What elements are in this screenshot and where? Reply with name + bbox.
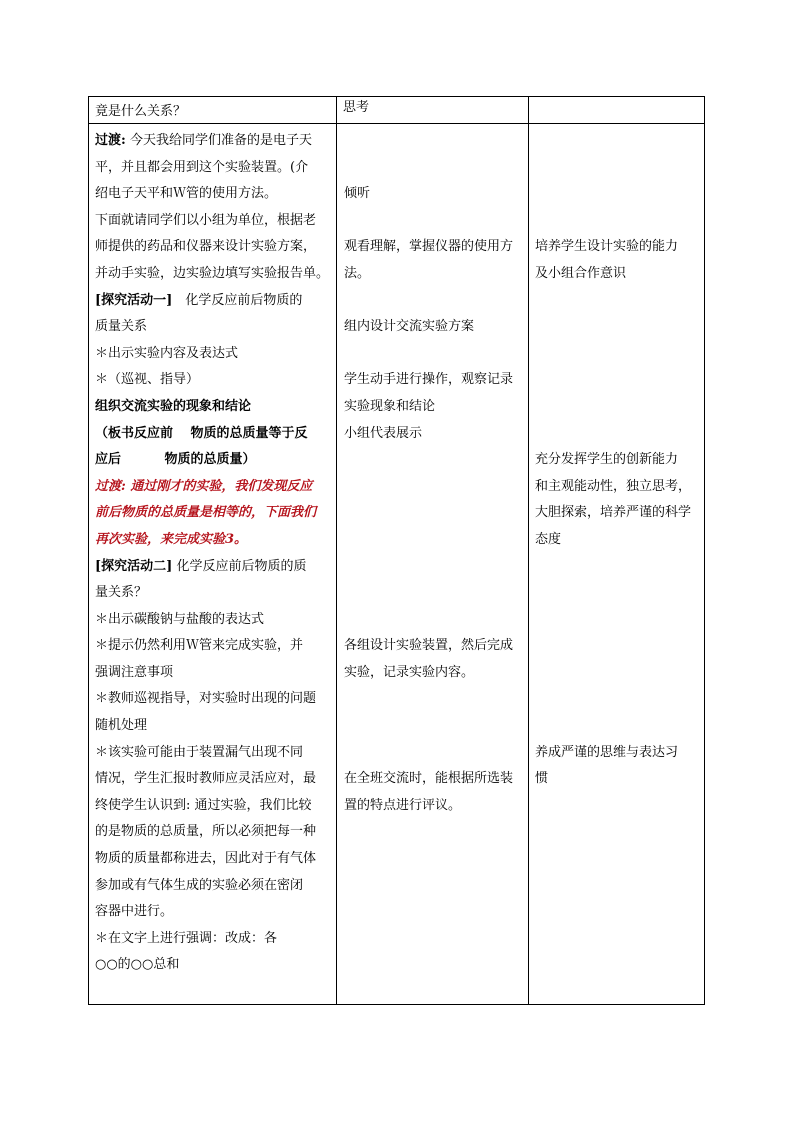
col1-line: 组织交流实验的现象和结论 bbox=[95, 398, 252, 414]
col1-line: 前后物质的总质量是相等的，下面我们 bbox=[95, 505, 317, 521]
col1-line: 随机处理 bbox=[95, 718, 148, 734]
col2-line: 倾听 bbox=[344, 186, 371, 202]
col3-line bbox=[535, 660, 701, 687]
col1-line: 应后 物质的总质量） bbox=[95, 452, 256, 468]
col1-line: 平，并且都会用到这个实验装置。(介 bbox=[95, 159, 309, 175]
col1-line: ○○的○○总和 bbox=[95, 957, 180, 973]
col3-line: 及小组合作意识 bbox=[535, 265, 627, 281]
column-divider bbox=[528, 97, 529, 1004]
col2-line: 法。 bbox=[344, 265, 371, 281]
col2-line bbox=[344, 500, 526, 527]
row1-student-cell: 思考 bbox=[343, 100, 370, 115]
line-text: 化学反应前后物质的 bbox=[172, 292, 303, 308]
col1-line: 量关系？ bbox=[95, 585, 148, 601]
col3-line bbox=[535, 713, 701, 740]
col3-line bbox=[535, 607, 701, 634]
col1-line bbox=[95, 554, 335, 581]
col3-line bbox=[535, 288, 701, 315]
col3-line bbox=[535, 421, 701, 448]
col2-line bbox=[344, 155, 526, 182]
bold-label: [探究活动一] bbox=[95, 292, 173, 308]
col2-line: 实验，记录实验内容。 bbox=[344, 664, 475, 680]
col2-line bbox=[344, 580, 526, 607]
col1-line: 师提供的药品和仪器来设计实验方案， bbox=[95, 239, 317, 255]
col1-line: 过渡: 通过刚才的实验，我们发现反应 bbox=[95, 478, 313, 494]
col3-line bbox=[535, 155, 701, 182]
col2-line bbox=[344, 447, 526, 474]
col2-line bbox=[344, 713, 526, 740]
col1-line: ＊出示碳酸钠与盐酸的表达式 bbox=[95, 611, 265, 627]
line-text: 化学反应前后物质的质 bbox=[172, 558, 307, 574]
col3-line bbox=[535, 314, 701, 341]
col2-line bbox=[344, 128, 526, 155]
lesson-plan-table bbox=[88, 96, 705, 1005]
col1-line: ＊该实验可能由于装置漏气出现不同 bbox=[95, 744, 304, 760]
col1-line: ＊在文字上进行强调：改成：各 bbox=[95, 930, 278, 946]
col1-line: 下面就请同学们以小组为单位，根据老 bbox=[95, 212, 317, 228]
col2-line: 观看理解，掌握仪器的使用方 bbox=[344, 239, 514, 255]
col1-line: 强调注意事项 bbox=[95, 664, 174, 680]
col1-line: （板书反应前 物质的总质量等于反 bbox=[95, 425, 308, 441]
col3-line bbox=[535, 181, 701, 208]
col3-line: 和主观能动性，独立思考， bbox=[535, 478, 692, 494]
col1-line: 终使学生认识到: 通过实验，我们比较 bbox=[95, 797, 312, 813]
col1-line: ＊教师巡视指导，对实验时出现的问题 bbox=[95, 691, 317, 707]
col1-line: 绍电子天平和Ｗ管的使用方法。 bbox=[95, 186, 278, 202]
col3-line: 培养学生设计实验的能力 bbox=[535, 239, 679, 255]
col3-line bbox=[535, 686, 701, 713]
col2-line bbox=[344, 527, 526, 554]
col3-line bbox=[535, 128, 701, 155]
col2-line bbox=[344, 607, 526, 634]
design-intent-column bbox=[535, 128, 701, 793]
col1-line: ＊（巡视、指导） bbox=[95, 372, 200, 388]
col1-line bbox=[95, 128, 335, 155]
col3-line bbox=[535, 341, 701, 368]
col2-line bbox=[344, 474, 526, 501]
col3-line bbox=[535, 367, 701, 394]
col2-line: 实验现象和结论 bbox=[344, 398, 436, 414]
col2-line: 各组设计实验装置，然后完成 bbox=[344, 638, 514, 654]
col1-line: 质量关系 bbox=[95, 319, 148, 335]
col2-line: 置的特点进行评议。 bbox=[344, 797, 462, 813]
col1-line: ＊提示仍然利用Ｗ管来完成实验，并 bbox=[95, 638, 304, 654]
column-divider bbox=[336, 97, 337, 1004]
bold-label: [探究活动二] bbox=[95, 558, 173, 574]
col2-line bbox=[344, 341, 526, 368]
teacher-activity-column bbox=[95, 128, 335, 979]
col3-line: 惯 bbox=[535, 771, 549, 787]
col1-line: 的是物质的总质量，所以必须把每一种 bbox=[95, 824, 317, 840]
col3-line: 养成严谨的思维与表达习 bbox=[535, 744, 679, 760]
col1-line: 并动手实验，边实验边填写实验报告单。 bbox=[95, 265, 330, 281]
col3-line bbox=[535, 580, 701, 607]
col2-line: 在全班交流时，能根据所选装 bbox=[344, 771, 514, 787]
bold-label: 过渡: bbox=[95, 133, 126, 148]
col1-line: 容器中进行。 bbox=[95, 904, 174, 920]
row1-teacher-cell: 竟是什么关系？ bbox=[95, 104, 187, 119]
col2-line bbox=[344, 208, 526, 235]
col3-line: 充分发挥学生的创新能力 bbox=[535, 452, 679, 468]
col1-line: 情况，学生汇报时教师应灵活应对，最 bbox=[95, 771, 317, 787]
col1-line: ＊出示实验内容及表达式 bbox=[95, 345, 239, 361]
col2-line: 小组代表展示 bbox=[344, 425, 423, 441]
line-text: 今天我给同学们准备的是电子天 bbox=[125, 133, 312, 148]
col1-line: 物质的质量都称进去，因此对于有气体 bbox=[95, 851, 317, 867]
col2-line bbox=[344, 288, 526, 315]
col2-line bbox=[344, 686, 526, 713]
col2-line bbox=[344, 740, 526, 767]
col3-line bbox=[535, 633, 701, 660]
col3-line: 大胆探索，培养严谨的科学 bbox=[535, 505, 692, 521]
col3-line bbox=[535, 394, 701, 421]
col3-line: 态度 bbox=[535, 531, 562, 547]
student-activity-column bbox=[344, 128, 526, 819]
col1-line: 参加或有气体生成的实验必须在密闭 bbox=[95, 877, 304, 893]
col2-line bbox=[344, 554, 526, 581]
col2-line: 学生动手进行操作，观察记录 bbox=[344, 372, 514, 388]
col3-line bbox=[535, 554, 701, 581]
col1-line: 再次实验，来完成实验3。 bbox=[95, 531, 248, 547]
col2-line: 组内设计交流实验方案 bbox=[344, 319, 475, 335]
col1-line bbox=[95, 288, 335, 315]
col3-line bbox=[535, 208, 701, 235]
